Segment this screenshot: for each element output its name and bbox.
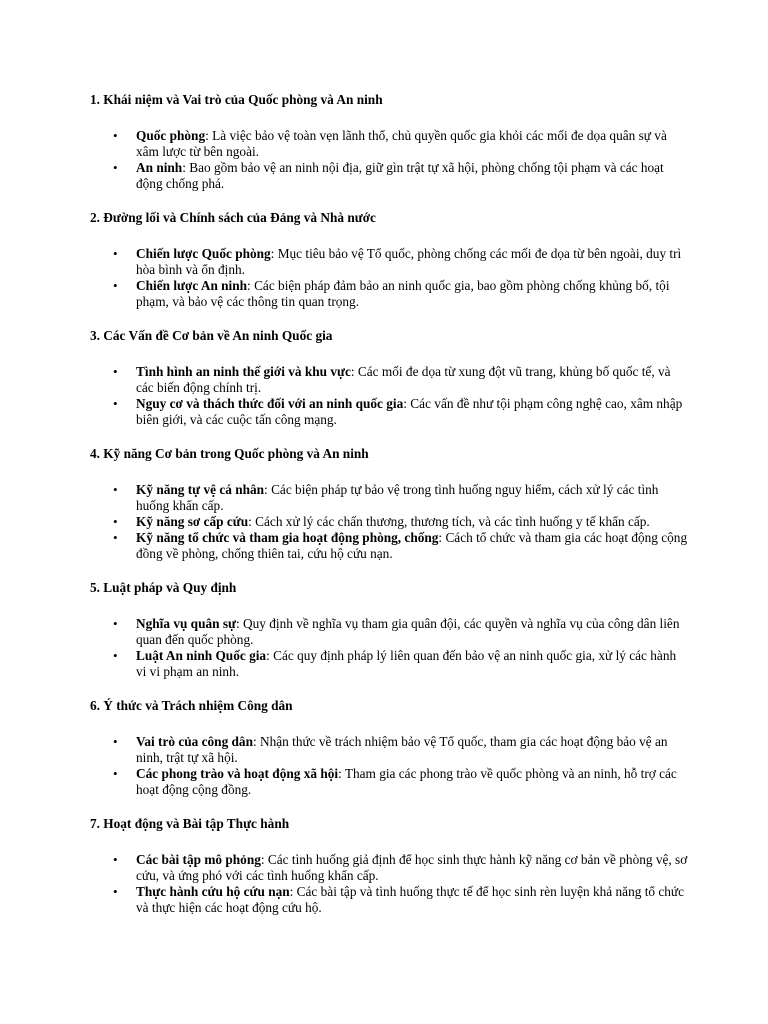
bullet-icon: •: [113, 278, 118, 293]
list-item: [90, 852, 688, 884]
list-item: [90, 364, 688, 396]
section-heading: 3. Các Vấn đề Cơ bản về An ninh Quốc gia: [90, 328, 333, 343]
section-4: [90, 446, 688, 562]
bullet-list: [90, 482, 688, 562]
item-term: Tình hình an ninh thế giới và khu vực: [136, 364, 351, 379]
section-heading: 4. Kỹ năng Cơ bản trong Quốc phòng và An ninh: [90, 446, 369, 461]
item-term: Kỹ năng tổ chức và tham gia hoạt động phòng, chống: [136, 530, 439, 545]
item-term: Chiến lược An ninh: [136, 278, 248, 293]
item-term: Vai trò của công dân: [136, 734, 253, 749]
item-term: Kỹ năng tự vệ cá nhân: [136, 482, 265, 497]
bullet-icon: •: [113, 128, 118, 143]
section-heading: 1. Khái niệm và Vai trò của Quốc phòng và An ninh: [90, 92, 383, 107]
bullet-icon: •: [113, 396, 118, 411]
item-term: Luật An ninh Quốc gia: [136, 648, 267, 663]
item-description: : Cách xử lý các chấn thương, thương tích, và các tình huống y tế khẩn cấp.: [248, 514, 650, 529]
bullet-list: [90, 246, 688, 310]
bullet-list: [90, 128, 688, 192]
item-description: : Mục tiêu bảo vệ Tổ quốc, phòng chống các mối đe dọa từ bên ngoài, duy trì hòa bình và ổn định.: [136, 246, 682, 277]
item-description: : Cách tổ chức và tham gia các hoạt động cộng đồng về phòng, chống thiên tai, cứu hộ cứu nạn.: [136, 530, 688, 561]
section-3: [90, 328, 688, 428]
bullet-icon: •: [113, 514, 118, 529]
section-heading: 2. Đường lối và Chính sách của Đảng và Nhà nước: [90, 210, 376, 225]
list-item: [90, 246, 688, 278]
list-item: [90, 616, 688, 648]
bullet-icon: •: [113, 884, 118, 899]
item-term: Chiến lược Quốc phòng: [136, 246, 271, 261]
list-item: [90, 766, 688, 798]
item-description: : Bao gồm bảo vệ an ninh nội địa, giữ gìn trật tự xã hội, phòng chống tội phạm và các hoạt động chống phá.: [136, 160, 664, 191]
bullet-icon: •: [113, 160, 118, 175]
bullet-list: [90, 734, 688, 798]
item-term: Các phong trào và hoạt động xã hội: [136, 766, 339, 781]
section-heading: 7. Hoạt động và Bài tập Thực hành: [90, 816, 290, 831]
bullet-list: [90, 616, 688, 680]
bullet-list: [90, 852, 688, 916]
item-description: : Các biện pháp đảm bảo an ninh quốc gia, bao gồm phòng chống khủng bố, tội phạm, và bảo vệ các thông tin quan trọng.: [136, 278, 670, 309]
item-description: : Các quy định pháp lý liên quan đến bảo vệ an ninh quốc gia, xử lý các hành vi vi phạm an ninh.: [136, 648, 677, 679]
bullet-list: [90, 364, 688, 428]
bullet-icon: •: [113, 246, 118, 261]
list-item: [90, 278, 688, 310]
section-1: [90, 92, 688, 192]
item-description: : Các biện pháp tự bảo vệ trong tình huống nguy hiểm, cách xử lý các tình huống khẩn cấp.: [136, 482, 659, 513]
item-description: : Các vấn đề như tội phạm công nghệ cao, xâm nhập biên giới, và các cuộc tấn công mạng.: [136, 396, 683, 427]
item-term: Quốc phòng: [136, 128, 206, 143]
item-term: Nguy cơ và thách thức đối với an ninh quốc gia: [136, 396, 404, 411]
bullet-icon: •: [113, 364, 118, 379]
bullet-icon: •: [113, 766, 118, 781]
item-term: Thực hành cứu hộ cứu nạn: [136, 884, 290, 899]
bullet-icon: •: [113, 482, 118, 497]
bullet-icon: •: [113, 648, 118, 663]
list-item: [90, 160, 688, 192]
section-heading: 6. Ý thức và Trách nhiệm Công dân: [90, 698, 293, 713]
item-description: : Quy định về nghĩa vụ tham gia quân đội, các quyền và nghĩa vụ của công dân liên quan đến quốc phòng.: [136, 616, 680, 647]
item-description: : Là việc bảo vệ toàn vẹn lãnh thổ, chủ quyền quốc gia khỏi các mối đe dọa quân sự và xâm lược từ bên ngoài.: [136, 128, 667, 159]
list-item: [90, 884, 688, 916]
section-2: [90, 210, 688, 310]
section-heading: 5. Luật pháp và Quy định: [90, 580, 237, 595]
item-term: Nghĩa vụ quân sự: [136, 616, 236, 631]
bullet-icon: •: [113, 852, 118, 867]
item-description: : Các bài tập và tình huống thực tế để học sinh rèn luyện khả năng tổ chức và thực hiện các hoạt động cứu hộ.: [136, 884, 685, 915]
list-item: [90, 648, 688, 680]
section-5: [90, 580, 688, 680]
list-item: [90, 128, 688, 160]
bullet-icon: •: [113, 530, 118, 545]
item-term: An ninh: [136, 160, 183, 175]
bullet-icon: •: [113, 616, 118, 631]
item-term: Các bài tập mô phỏng: [136, 852, 261, 867]
item-description: : Các tình huống giả định để học sinh thực hành kỹ năng cơ bản về phòng vệ, sơ cứu, và ứng phó với các tình huống khẩn cấp.: [136, 852, 688, 883]
list-item: [90, 734, 688, 766]
list-item: [90, 396, 688, 428]
item-term: Kỹ năng sơ cấp cứu: [136, 514, 249, 529]
section-7: [90, 816, 688, 916]
item-description: : Nhận thức về trách nhiệm bảo vệ Tổ quốc, tham gia các hoạt động bảo vệ an ninh, trật tự xã hội.: [136, 734, 668, 765]
bullet-icon: •: [113, 734, 118, 749]
item-description: : Các mối đe dọa từ xung đột vũ trang, khủng bố quốc tế, và các biến động chính trị.: [136, 364, 671, 395]
item-description: : Tham gia các phong trào về quốc phòng và an ninh, hỗ trợ các hoạt động cộng đồng.: [136, 766, 677, 797]
section-6: [90, 698, 688, 798]
list-item: [90, 514, 688, 530]
list-item: [90, 530, 688, 562]
list-item: [90, 482, 688, 514]
